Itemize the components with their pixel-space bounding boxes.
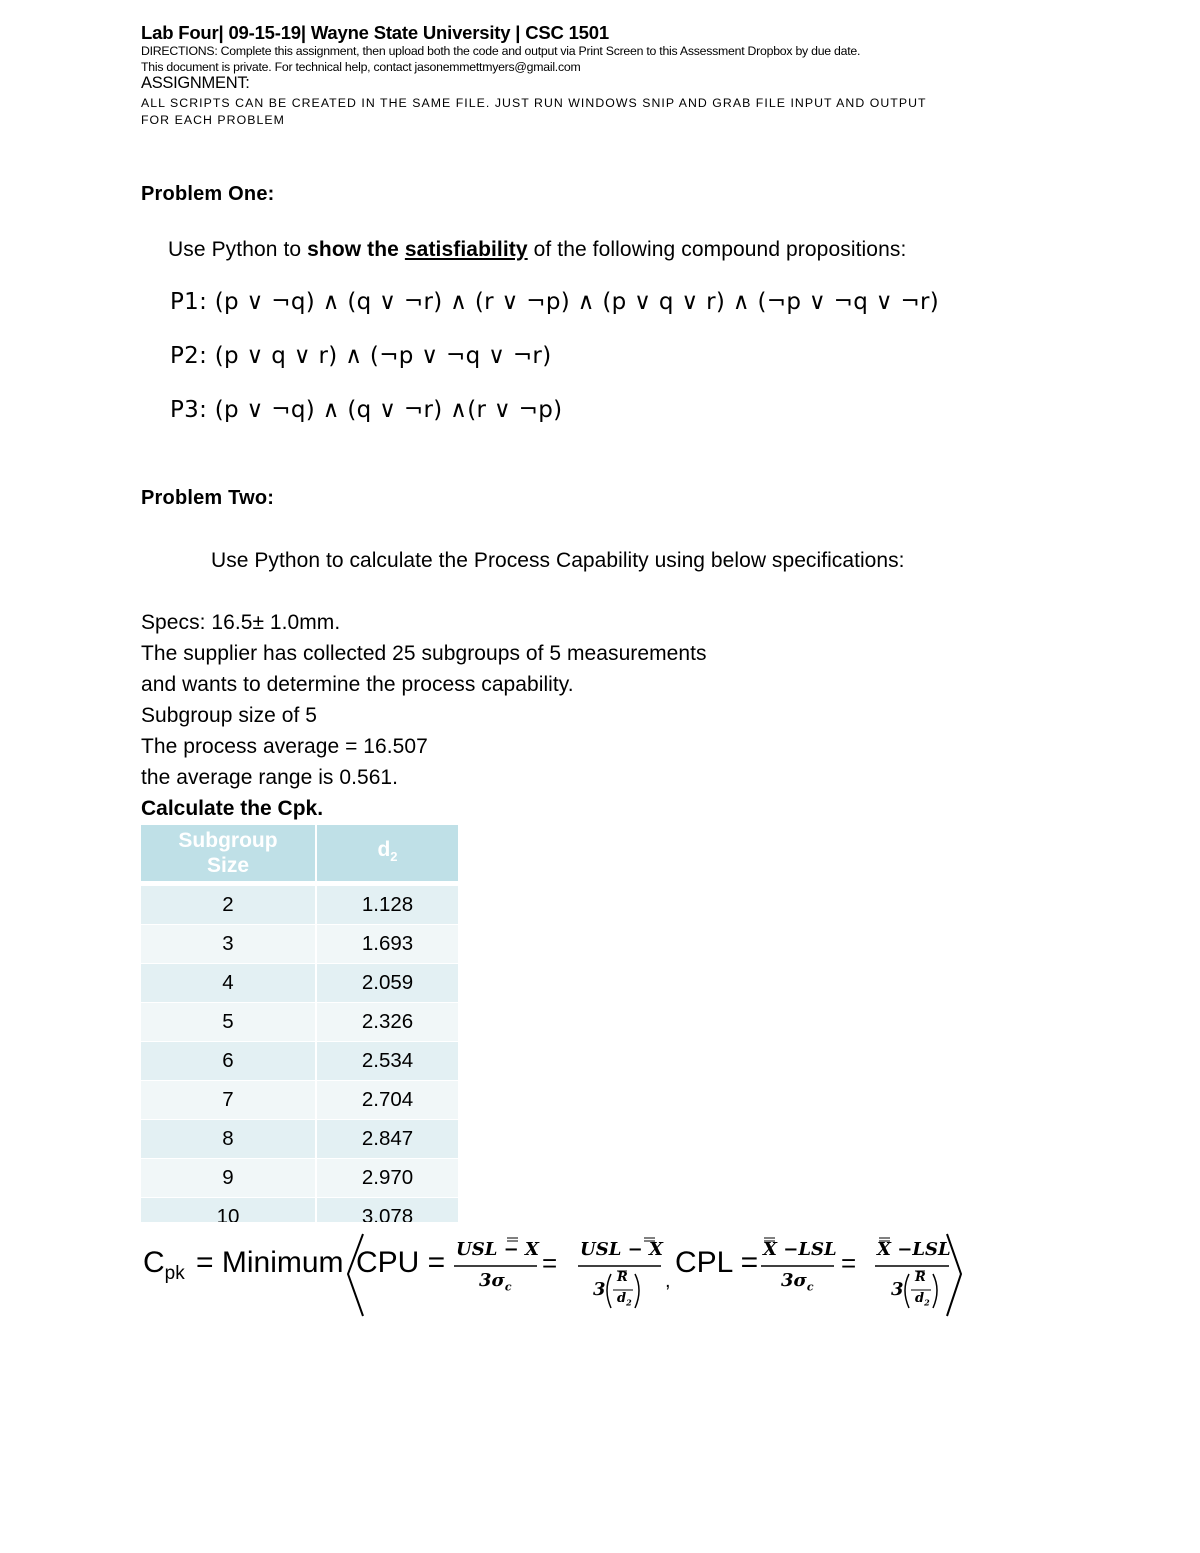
equals-minimum: = Minimum	[196, 1246, 344, 1279]
table-row	[141, 885, 458, 924]
cell-d2: 1.128	[361, 893, 414, 916]
cpl-numerator-2: X −LSL	[877, 1239, 951, 1260]
cpu-numerator: USL − X	[456, 1239, 539, 1260]
cell-size: 7	[141, 1081, 317, 1119]
problem-two-heading: Problem Two:	[141, 487, 275, 509]
cell-size: 8	[141, 1120, 317, 1158]
equals-sign: =	[841, 1248, 857, 1278]
cpl-denominator: $3\sigma_c$	[781, 1270, 814, 1294]
cpk-symbol: $C_{pk}$	[143, 1246, 185, 1284]
cpu-label: CPU =	[356, 1246, 446, 1279]
assignment-label: ASSIGNMENT:	[141, 74, 250, 92]
r-bar: R	[617, 1270, 628, 1285]
header-d-letter: d	[377, 837, 391, 861]
instruction-post: of the following compound propositions:	[527, 238, 907, 261]
header-d-subscript: 2	[390, 849, 398, 865]
proposition-p1: P1: (p ∨ ¬q) ∧ (q ∨ ¬r) ∧ (r ∨ ¬p) ∧ (p ∨ q ∨ r) ∧ (¬p ∨ ¬q ∨ ¬r)	[170, 289, 940, 315]
spec-line: The supplier has collected 25 subgroups of 5 measurements	[141, 642, 707, 665]
r-bar: R	[915, 1270, 926, 1285]
cell-d2: 2.970	[361, 1166, 414, 1189]
spec-line: The process average = 16.507	[141, 735, 428, 758]
cell-size: 5	[141, 1003, 317, 1041]
assignment-note-line-2: FOR EACH PROBLEM	[141, 113, 285, 127]
cell-size: 10	[141, 1198, 317, 1222]
cpu-denominator-3: 3	[593, 1279, 606, 1300]
comma: ,	[665, 1270, 671, 1292]
cell-size: 6	[141, 1042, 317, 1080]
private-notice: This document is private. For technical help, contact jasonemmettmyers@gmail.com	[141, 60, 581, 74]
spec-line: Subgroup size of 5	[141, 704, 318, 727]
header-subgroup-size	[141, 825, 317, 881]
cpl-numerator: X −LSL	[763, 1239, 837, 1260]
spec-line: Specs: 16.5± 1.0mm.	[141, 611, 341, 634]
document-title: Lab Four| 09-15-19| Wayne State University | CSC 1501	[141, 22, 609, 43]
table-row	[141, 1197, 458, 1222]
cell-d2: 2.704	[361, 1088, 414, 1111]
cell-d2: 2.326	[361, 1010, 414, 1033]
calculate-cpk-label: Calculate the Cpk.	[141, 797, 324, 820]
problem-two-instruction: Use Python to calculate the Process Capability using below specifications:	[211, 549, 905, 572]
cpu-denominator: $3\sigma_c$	[479, 1270, 512, 1294]
cell-d2: 1.693	[361, 932, 414, 955]
cpl-label: CPL =	[675, 1246, 759, 1279]
cell-size: 3	[141, 925, 317, 963]
table-row	[141, 1158, 458, 1197]
header-subgroup-line1: Subgroup	[178, 829, 278, 852]
table-row	[141, 924, 458, 963]
spec-line: and wants to determine the process capability.	[141, 673, 574, 696]
cpk-formula	[141, 1232, 971, 1322]
d2-denominator: $d_2$	[617, 1291, 632, 1308]
equals-sign: =	[542, 1248, 558, 1278]
cell-d2: 3.078	[361, 1205, 414, 1222]
directions-text: DIRECTIONS: Complete this assignment, then upload both the code and output via Print Screen to this Assessment Dropbox by due date.	[141, 44, 861, 58]
table-row	[141, 963, 458, 1002]
problem-one-instruction	[168, 238, 906, 262]
header-d2	[317, 825, 458, 881]
cpl-denominator-3: 3	[891, 1279, 904, 1300]
instruction-underlined: satisfiability	[404, 238, 528, 261]
instruction-pre: Use Python to	[168, 238, 308, 261]
cell-d2: 2.059	[361, 971, 414, 994]
cell-d2: 2.847	[361, 1127, 414, 1150]
assignment-note-line-1: ALL SCRIPTS CAN BE CREATED IN THE SAME FILE. JUST RUN WINDOWS SNIP AND GRAB FILE INPUT AND OUTPUT	[141, 96, 927, 110]
proposition-p3: P3: (p ∨ ¬q) ∧ (q ∨ ¬r) ∧(r ∨ ¬p)	[170, 397, 563, 423]
cell-size: 2	[141, 886, 317, 924]
table-header	[141, 825, 458, 881]
problem-one-heading: Problem One:	[141, 183, 275, 205]
instruction-bold: show the	[307, 238, 405, 261]
spec-line: the average range is 0.561.	[141, 766, 399, 789]
d2-table	[141, 825, 458, 1222]
table-row	[141, 1041, 458, 1080]
table-row	[141, 1002, 458, 1041]
table-row	[141, 1080, 458, 1119]
header-subgroup-line2: Size	[206, 854, 250, 877]
proposition-p2: P2: (p ∨ q ∨ r) ∧ (¬p ∨ ¬q ∨ ¬r)	[170, 343, 552, 369]
table-row	[141, 1119, 458, 1158]
cell-d2: 2.534	[361, 1049, 414, 1072]
cell-size: 9	[141, 1159, 317, 1197]
cpu-numerator-2: USL − X	[580, 1239, 663, 1260]
cell-size: 4	[141, 964, 317, 1002]
d2-denominator: $d_2$	[915, 1291, 930, 1308]
